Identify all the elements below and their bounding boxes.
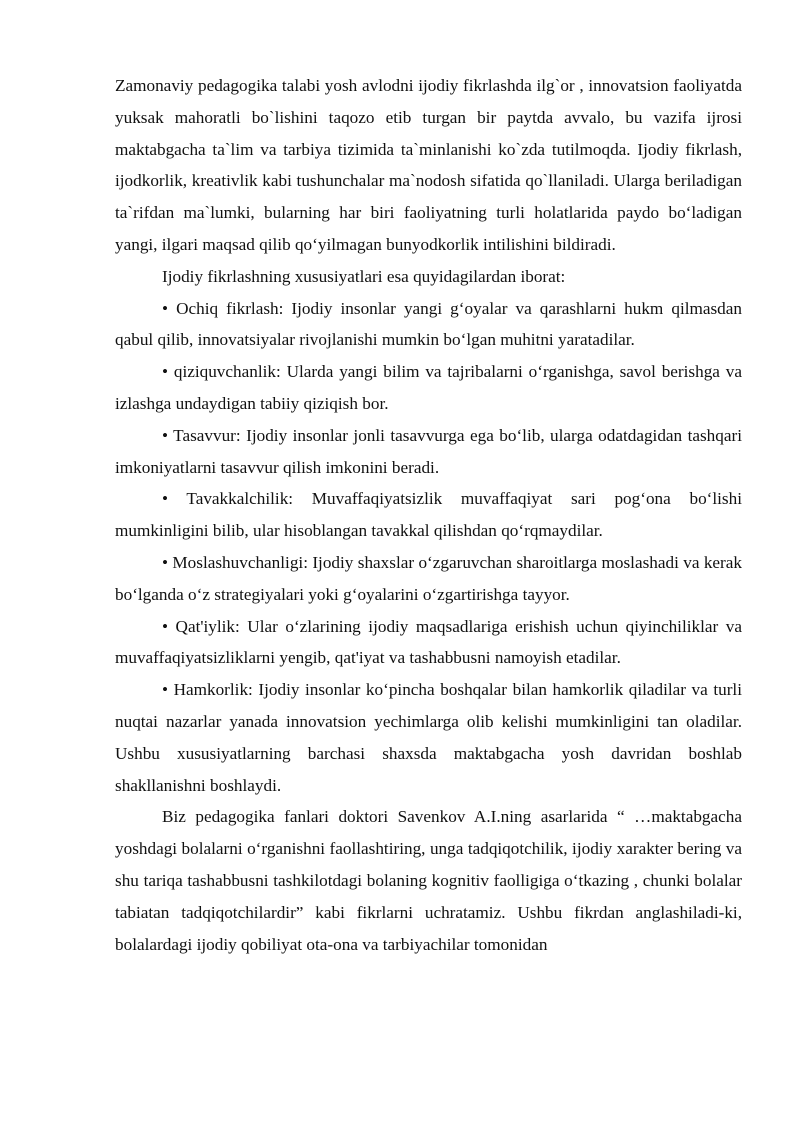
document-body	[115, 70, 742, 960]
paragraph-savenkov-quote: Biz pedagogika fanlari doktori Savenkov A.I.ning asarlarida “ …maktabgacha yoshdagi bolalarni o‘rganishni faollashtiring, unga tadqiqotchilik, ijodiy xarakter bering va shu tariqa tashabbusni tashkilotdagi bolaning kognitiv faolligiga o‘tkazing , chunki bolalar tabiatan tadqiqotchilardir” kabi fikrlarni uchratamiz. Ushbu fikrdan anglashiladi-ki, bolalardagi ijodiy qobiliyat ota-ona va tarbiyachilar tomonidan	[115, 807, 742, 954]
list-item-imagination: • Tasavvur: Ijodiy insonlar jonli tasavvurga ega bo‘lib, ularga odatdagidan tashqari imkoniyatlarni tasavvur qilish imkonini beradi.	[115, 425, 742, 477]
list-item-collaboration: • Hamkorlik: Ijodiy insonlar ko‘pincha boshqalar bilan hamkorlik qiladilar va turli nuqtai nazarlar yanada innovatsion yechimlarga olib kelishi mumkinligini tan oladilar. Ushbu xususiyatlarning barchasi shaxsda maktabgacha yosh davridan boshlab shakllanishni boshlaydi.	[115, 680, 742, 795]
paragraph-features-intro: Ijodiy fikrlashning xususiyatlari esa quyidagilardan iborat:	[162, 266, 566, 286]
paragraph-intro: Zamonaviy pedagogika talabi yosh avlodni ijodiy fikrlashda ilg`or , innovatsion faoliyatda yuksak mahoratli bo`lishini taqozo etib turgan bir paytda avvalo, bu vazifa ijrosi maktabgacha ta`lim va tarbiya tizimida ta`minlanishi ko`zda tutilmoqda. Ijodiy fikrlash, ijodkorlik, kreativlik kabi tushunchalar ma`nodosh sifatida qo`llaniladi. Ularga beriladigan ta`rifdan ma`lumki, bularning har biri faoliyatning turli holatlarida paydo bo‘ladigan yangi, ilgari maqsad qilib qo‘yilmagan bunyodkorlik intilishini bildiradi.	[115, 76, 742, 254]
list-item-open-thinking: • Ochiq fikrlash: Ijodiy insonlar yangi g‘oyalar va qarashlarni hukm qilmasdan qabul qilib, innovatsiyalar rivojlanishi mumkin bo‘lgan muhitni yaratadilar.	[115, 298, 742, 350]
list-item-persistence: • Qat'iylik: Ular o‘zlarining ijodiy maqsadlariga erishish uchun qiyinchiliklar va muvaffaqiyatsizliklarni yengib, qat'iyat va tashabbusni namoyish etadilar.	[115, 616, 742, 668]
list-item-curiosity: • qiziquvchanlik: Ularda yangi bilim va tajribalarni o‘rganishga, savol berishga va izlashga undaydigan tabiiy qiziqish bor.	[115, 362, 742, 413]
list-item-risk-taking: • Tavakkalchilik: Muvaffaqiyatsizlik muvaffaqiyat sari pog‘ona bo‘lishi mumkinligini bilib, ular hisoblangan tavakkal qilishdan qo‘rqmaydilar.	[115, 489, 742, 541]
list-item-flexibility: • Moslashuvchanligi: Ijodiy shaxslar o‘zgaruvchan sharoitlarga moslashadi va kerak bo‘lganda o‘z strategiyalari yoki g‘oyalarini o‘zgartirishga tayyor.	[115, 552, 742, 604]
